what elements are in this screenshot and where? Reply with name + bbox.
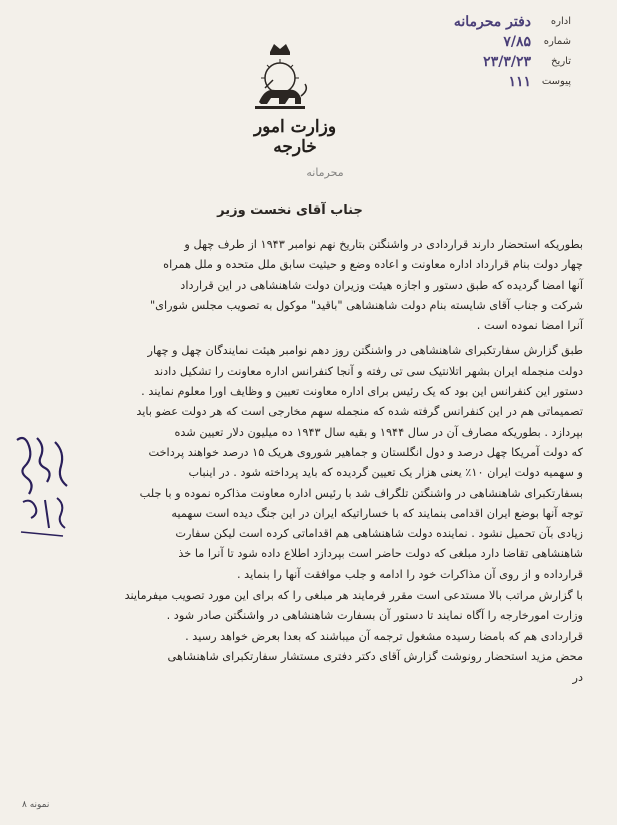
letter-body (20, 235, 583, 690)
paragraph (20, 235, 583, 336)
addressee: جناب آقای نخست وزیر (217, 203, 363, 218)
text-line: شرکت و جناب آقای شایسته بنام دولت شاهنشاهی "باقید" موکول به تصویب مجلس شورای" (149, 298, 583, 312)
text-line: طبق گزارش سفارتکبرای شاهنشاهی در واشنگتن روز دهم نوامبر هیئت نمایندگان چهل و چهار (147, 344, 583, 358)
text-line: دستور این کنفرانس این بود که یک رئیس برای اداره معاونت تعیین و وظایف اورا معلوم نمایند . (141, 385, 583, 399)
document-meta (426, 12, 571, 92)
meta-row (426, 32, 571, 52)
text-line: که دولت آمریکا چهل درصد و دول انگلستان و جماهیر شوروی هریک ۱۵ درصد خواهند پرداخت (148, 445, 583, 459)
text-line: و سهمیه دولت ایران ۱۰٪ یعنی هزار یک تعیین گردیده که باید پرداخته شود . در اینباب (188, 466, 583, 480)
text-line: توجه آنها بوضع ایران اقدامی بنمایند که با خساراتیکه ایران در این جنگ دیده است سهمیه (171, 506, 583, 520)
meta-label: تاریخ (551, 56, 571, 67)
ministry-title: وزارت امور خارجه (253, 117, 337, 157)
text-line: چهار دولت بنام قرارداد اداره معاونت و اعاده وضع و حیثیت سابق ملل متحده و ملل همراه (163, 258, 583, 272)
handwritten-signature-note (7, 432, 77, 542)
paragraph (20, 668, 583, 688)
text-line: زیادی بآن تحمیل نشود . نماینده دولت شاهنشاهی هم اقداماتی کرده است لیکن سفارت (175, 527, 583, 541)
paragraph (20, 586, 583, 667)
paragraph (20, 341, 583, 585)
meta-value: ۲۳/۳/۲۳ (483, 54, 531, 70)
text-line: بطوریکه استحضار دارند قراردادی در واشنگتن بتاریخ نهم نوامبر ۱۹۴۳ از طرف چهل و (184, 238, 583, 251)
meta-label: شماره (543, 36, 571, 47)
page-footer: نمونه ۸ (22, 800, 50, 810)
text-line: وزارت امورخارجه را آگاه نمایند تا دستور آن بسفارت شاهنشاهی در واشنگتن صادر شود . (166, 609, 583, 623)
text-line: محض مزید استحضار رونوشت گزارش آقای دکتر دفتری مستشار سفارتکبرای شاهنشاهی (167, 649, 583, 663)
meta-label: پیوست (541, 76, 571, 87)
meta-value: دفتر محرمانه (453, 14, 531, 30)
lion-and-sun-emblem (245, 40, 315, 115)
meta-row (426, 52, 571, 72)
text-line: قراردادی هم که بامضا رسیده مشغول ترجمه آن میباشند که بعدا بعرض خواهد رسید . (185, 629, 583, 643)
text-line: با گزارش مراتب بالا مستدعی است مقرر فرمایند هر مبلغی را که برای این مورد تصویب میفرمایند (124, 589, 583, 603)
text-line: بسفارتکبرای شاهنشاهی در واشنگتن تلگراف شد با رئیس اداره معاونت مذاکره نموده و با جلب (139, 486, 583, 500)
meta-value: ۷/۸۵ (503, 34, 531, 50)
text-line: شاهنشاهی تقاضا دارد مبلغی که دولت حاضر است بپردازد اطلاع داده شود تا آنرا ما خذ (178, 547, 583, 561)
text-line: آنرا امضا نموده است . (476, 319, 583, 333)
meta-label: اداره (550, 16, 571, 27)
text-line: بپردازد . بطوریکه مصارف آن در سال ۱۹۴۴ و بقیه سال ۱۹۴۳ ده میلیون دلار تعیین شده (174, 425, 583, 439)
text-line: تصمیماتی هم در این کنفرانس گرفته شده که منجمله سهم مخارجی است که هر دولت عضو باید (136, 405, 583, 419)
meta-row (426, 12, 571, 32)
meta-value: ۱۱۱ (508, 74, 531, 90)
confidential-stamp: محرمانه (306, 166, 344, 179)
text-line: در (572, 671, 583, 685)
meta-row (426, 72, 571, 92)
text-line: قرارداده و از روی آن مذاکرات خود را ادامه و جلب موافقت آنها را بنماید . (236, 567, 583, 581)
text-line: دولت منجمله ایران بشهر اتلانتیک سی تی رفته و آنجا کنفرانس اداره معاونت را تشکیل دادند (154, 364, 583, 378)
text-line: آنها امضا گردیده که طبق دستور و اجازه هیئت وزیران دولت شاهنشاهی در این قرارداد (180, 278, 583, 292)
